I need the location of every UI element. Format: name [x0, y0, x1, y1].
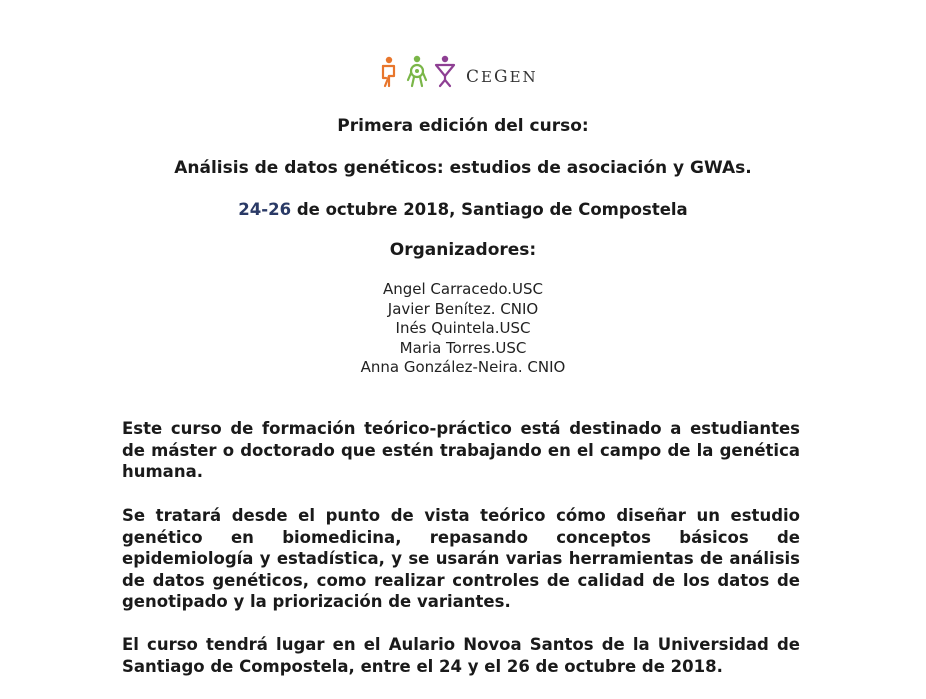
organizer-item: Anna González-Neira. CNIO: [360, 358, 566, 376]
course-dates: 24-26: [238, 200, 292, 219]
organizer-item: Javier Benítez. CNIO: [387, 299, 539, 318]
course-date-location: [0, 200, 926, 219]
organizer-item: Inés Quintela.USC: [395, 319, 531, 337]
cegen-wordmark: CEGEN: [466, 67, 538, 87]
paragraph-course-venue: El curso tendrá lugar en el Aulario Novoa Santos de la Universidad de Santiago de Compostela, entre el 24 y el 26 de octubre de 2018.: [122, 635, 800, 676]
organizer-item: Maria Torres.USC: [399, 338, 527, 357]
course-title: Análisis de datos genéticos: estudios de asociación y GWAs.: [174, 158, 752, 178]
cegen-figures-icon: [378, 54, 462, 94]
organizers-heading: Organizadores:: [389, 240, 537, 260]
organizer-item: Angel Carracedo.USC: [382, 280, 544, 298]
course-edition-heading: Primera edición del curso:: [337, 116, 589, 136]
course-date-rest: de octubre 2018, Santiago de Compostela: [291, 200, 688, 219]
cegen-logo: [378, 54, 538, 94]
paragraph-course-content: Se tratará desde el punto de vista teórico cómo diseñar un estudio genético en biomedicina, repasando conceptos básicos de epidemiología y estadística, y se usarán varias herramientas de análisis de datos genéticos, como realizar controles de calidad de los datos de genotipado y la priorización de variantes.: [122, 506, 800, 611]
organizers-list: [0, 280, 926, 378]
paragraph-target-audience: Este curso de formación teórico-práctico está destinado a estudiantes de máster o doctorado que estén trabajando en el campo de la genética humana.: [122, 419, 800, 481]
